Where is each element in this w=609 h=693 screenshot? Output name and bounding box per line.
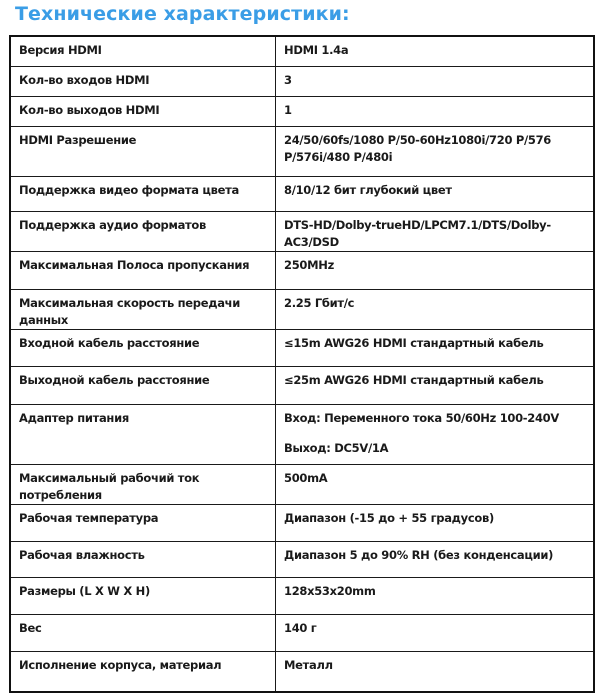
spec-row — [10, 366, 594, 404]
spec-value — [276, 211, 595, 251]
spec-value — [276, 404, 595, 464]
spec-value-text: 250MHz — [284, 257, 334, 272]
spec-label: Кол-во входов HDMI — [10, 66, 276, 96]
spec-value-text: 1 — [284, 102, 292, 117]
spec-value-text-2: Выход: DC5V/1A — [284, 440, 389, 455]
spec-value-text: ≤15m AWG26 HDMI стандартный кабель — [284, 335, 544, 350]
spec-value-text: 2.25 Гбит/с — [284, 295, 355, 310]
spec-row — [10, 614, 594, 651]
spec-value — [276, 96, 595, 126]
spec-value — [276, 251, 595, 289]
spec-value-text: 500mA — [284, 470, 328, 485]
spec-value-text: Диапазон (-15 до + 55 градусов) — [284, 510, 494, 525]
spec-row — [10, 211, 594, 251]
spec-row — [10, 251, 594, 289]
spec-row — [10, 66, 594, 96]
spec-label: Входной кабель расстояние — [10, 329, 276, 366]
specs-table — [9, 35, 595, 693]
spec-value-text: 140 г — [284, 620, 317, 635]
spec-row — [10, 404, 594, 464]
spec-value — [276, 651, 595, 692]
spec-row — [10, 176, 594, 211]
spec-label: Размеры (L X W X H) — [10, 577, 276, 614]
spec-value — [276, 504, 595, 541]
spec-value — [276, 366, 595, 404]
spec-value — [276, 329, 595, 366]
spec-value-text: DTS-HD/Dolby-trueHD/LPCM7.1/DTS/Dolby-AC3/DSD — [284, 217, 551, 249]
spec-value-text: Диапазон 5 до 90% RH (без конденсации) — [284, 547, 554, 562]
spec-value — [276, 66, 595, 96]
spec-value-text: 128x53x20mm — [284, 583, 376, 598]
spec-row — [10, 504, 594, 541]
spec-value — [276, 464, 595, 504]
spec-label: Кол-во выходов HDMI — [10, 96, 276, 126]
spec-row — [10, 329, 594, 366]
spec-label: Поддержка видео формата цвета — [10, 176, 276, 211]
spec-row — [10, 126, 594, 176]
spec-value — [276, 289, 595, 329]
spec-label: Максимальный рабочий ток потребления — [10, 464, 276, 504]
spec-label: Рабочая температура — [10, 504, 276, 541]
spec-value-text: Вход: Переменного тока 50/60Hz 100-240V — [284, 410, 559, 425]
spec-value-text: 8/10/12 бит глубокий цвет — [284, 182, 452, 197]
spec-label: Исполнение корпуса, материал — [10, 651, 276, 692]
spec-row — [10, 289, 594, 329]
spec-label: Поддержка аудио форматов — [10, 211, 276, 251]
spec-label: Максимальная скорость передачи данных — [10, 289, 276, 329]
spec-value-text: 3 — [284, 72, 292, 87]
spec-label: Версия HDMI — [10, 36, 276, 66]
spec-value-text: Металл — [284, 657, 333, 672]
spec-label: Вес — [10, 614, 276, 651]
spec-label: Адаптер питания — [10, 404, 276, 464]
spec-value — [276, 577, 595, 614]
spec-row — [10, 36, 594, 66]
spec-value-text: HDMI 1.4a — [284, 43, 349, 57]
section-title: Технические характеристики: — [15, 3, 350, 25]
spec-value — [276, 126, 595, 176]
spec-label: HDMI Разрешение — [10, 126, 276, 176]
spec-label: Максимальная Полоса пропускания — [10, 251, 276, 289]
spec-value-text: 24/50/60fs/1080 P/50-60Hz1080i/720 P/576 P/576i/480 P/480i — [284, 132, 551, 164]
spec-value — [276, 541, 595, 577]
spec-row — [10, 541, 594, 577]
spec-value — [276, 176, 595, 211]
spec-row — [10, 577, 594, 614]
spec-label: Выходной кабель расстояние — [10, 366, 276, 404]
spec-value-text: ≤25m AWG26 HDMI стандартный кабель — [284, 372, 544, 387]
spec-value — [276, 614, 595, 651]
spec-row — [10, 96, 594, 126]
spec-value — [276, 36, 595, 66]
spec-row — [10, 464, 594, 504]
spec-row — [10, 651, 594, 692]
spec-label: Рабочая влажность — [10, 541, 276, 577]
